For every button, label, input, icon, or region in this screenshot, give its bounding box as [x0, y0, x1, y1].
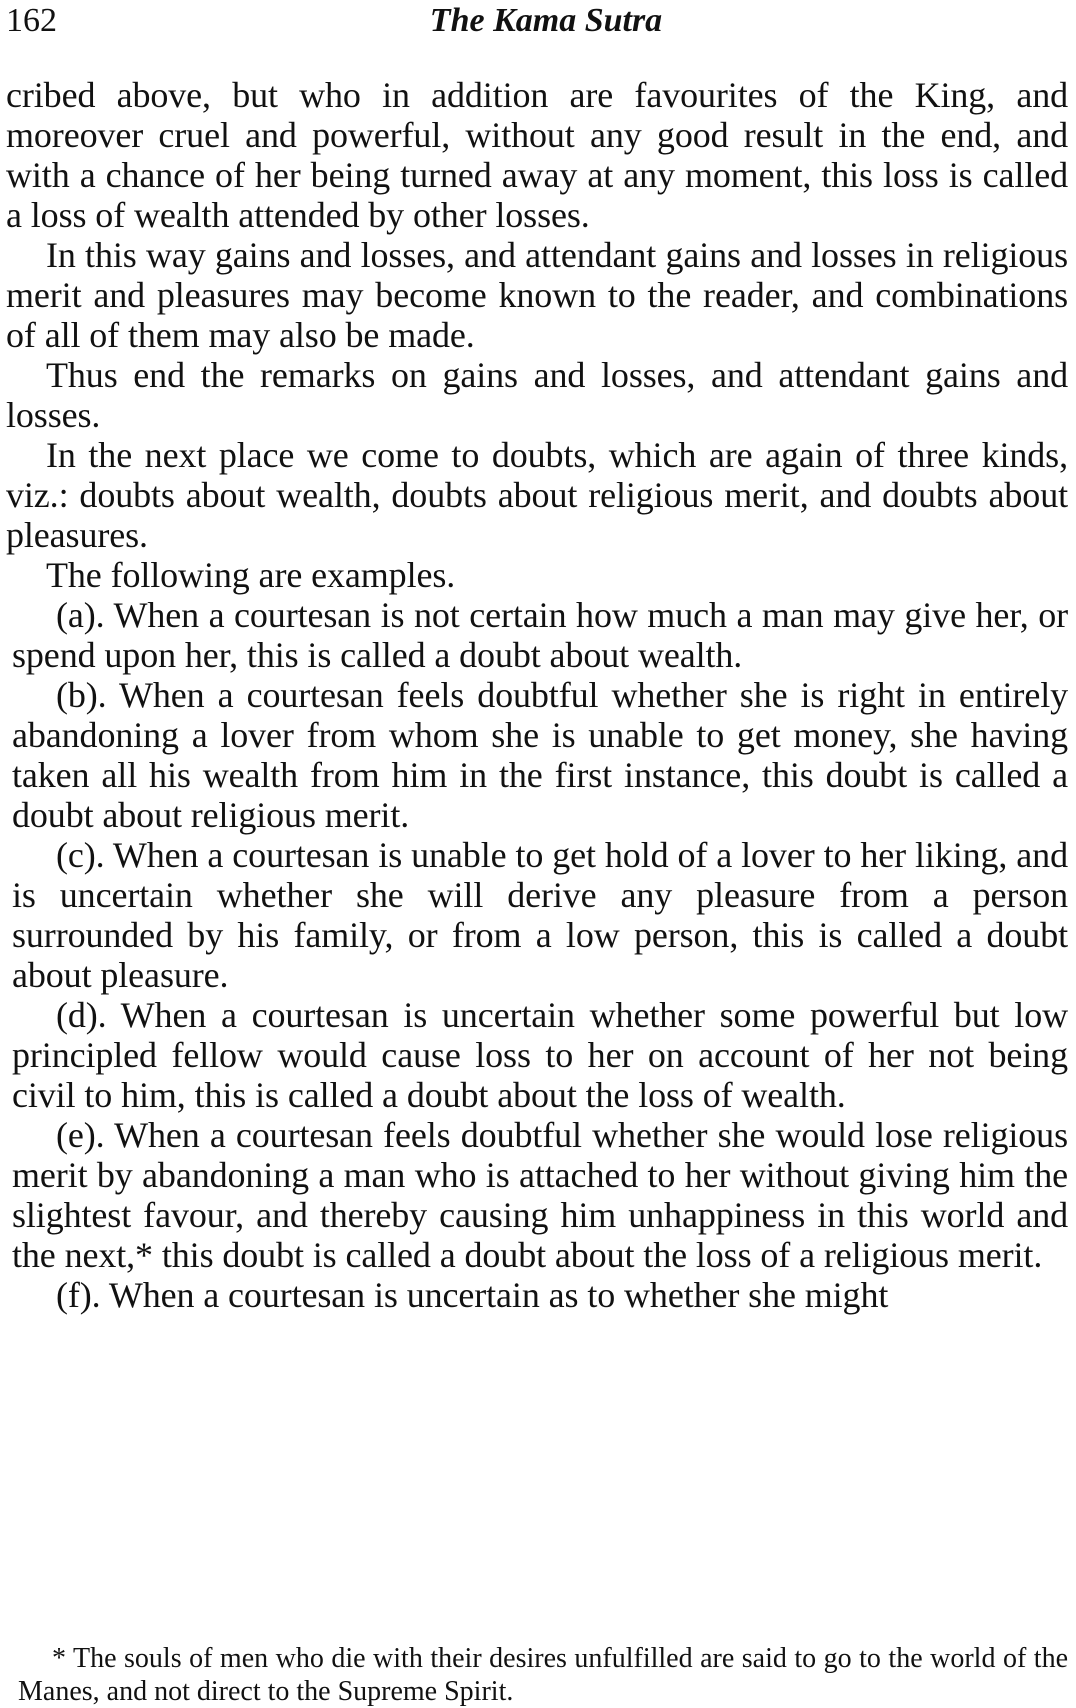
paragraph-continued: cribed above, but who in addition are favourites of the King, and moreover cruel and powerful, without any good result in the end, and with a chance of her being turned away at any moment, this loss is called a loss of wealth attended by other losses. — [6, 75, 1068, 235]
page-header — [6, 0, 1066, 44]
example-d: (d). When a courtesan is uncertain whether some powerful but low principled fellow would cause loss to her on account of her not being civil to him, this is called a doubt about the loss of wealth. — [12, 995, 1068, 1115]
footnote: * The souls of men who die with their desires unfulfilled are said to go to the world of the Manes, and not direct to the Supreme Spirit. — [18, 1643, 1068, 1707]
paragraph-end-remarks: Thus end the remarks on gains and losses, and attendant gains and losses. — [6, 355, 1068, 435]
example-e: (e). When a courtesan feels doubtful whether she would lose religious merit by abandoning a man who is attached to her without giving him the slightest favour, and thereby causing him unhappiness in this world and the next,* this doubt is called a doubt about the loss of a religious merit. — [12, 1115, 1068, 1275]
running-title: The Kama Sutra — [429, 2, 663, 39]
paragraph-examples-intro: The following are examples. — [46, 555, 456, 595]
page-number: 162 — [6, 2, 57, 39]
example-a: (a). When a courtesan is not certain how much a man may give her, or spend upon her, this is called a doubt about wealth. — [12, 595, 1068, 675]
paragraph-doubts-intro: In the next place we come to doubts, which are again of three kinds, viz.: doubts about wealth, doubts about religious merit, and doubts about pleasures. — [6, 435, 1068, 555]
paragraph-gains-losses: In this way gains and losses, and attendant gains and losses in religious merit and pleasures may become known to the reader, and combinations of all of them may also be made. — [6, 235, 1068, 355]
example-f: (f). When a courtesan is uncertain as to whether she might — [56, 1275, 889, 1315]
example-c: (c). When a courtesan is unable to get hold of a lover to her liking, and is uncertain whether she will derive any pleasure from a person surrounded by his family, or from a low person, this is called a doubt about pleasure. — [12, 835, 1068, 995]
body-text — [6, 75, 1068, 1315]
example-b: (b). When a courtesan feels doubtful whether she is right in entirely abandoning a lover from whom she is unable to get money, she having taken all his wealth from him in the first instance, this doubt is called a doubt about religious merit. — [12, 675, 1068, 835]
